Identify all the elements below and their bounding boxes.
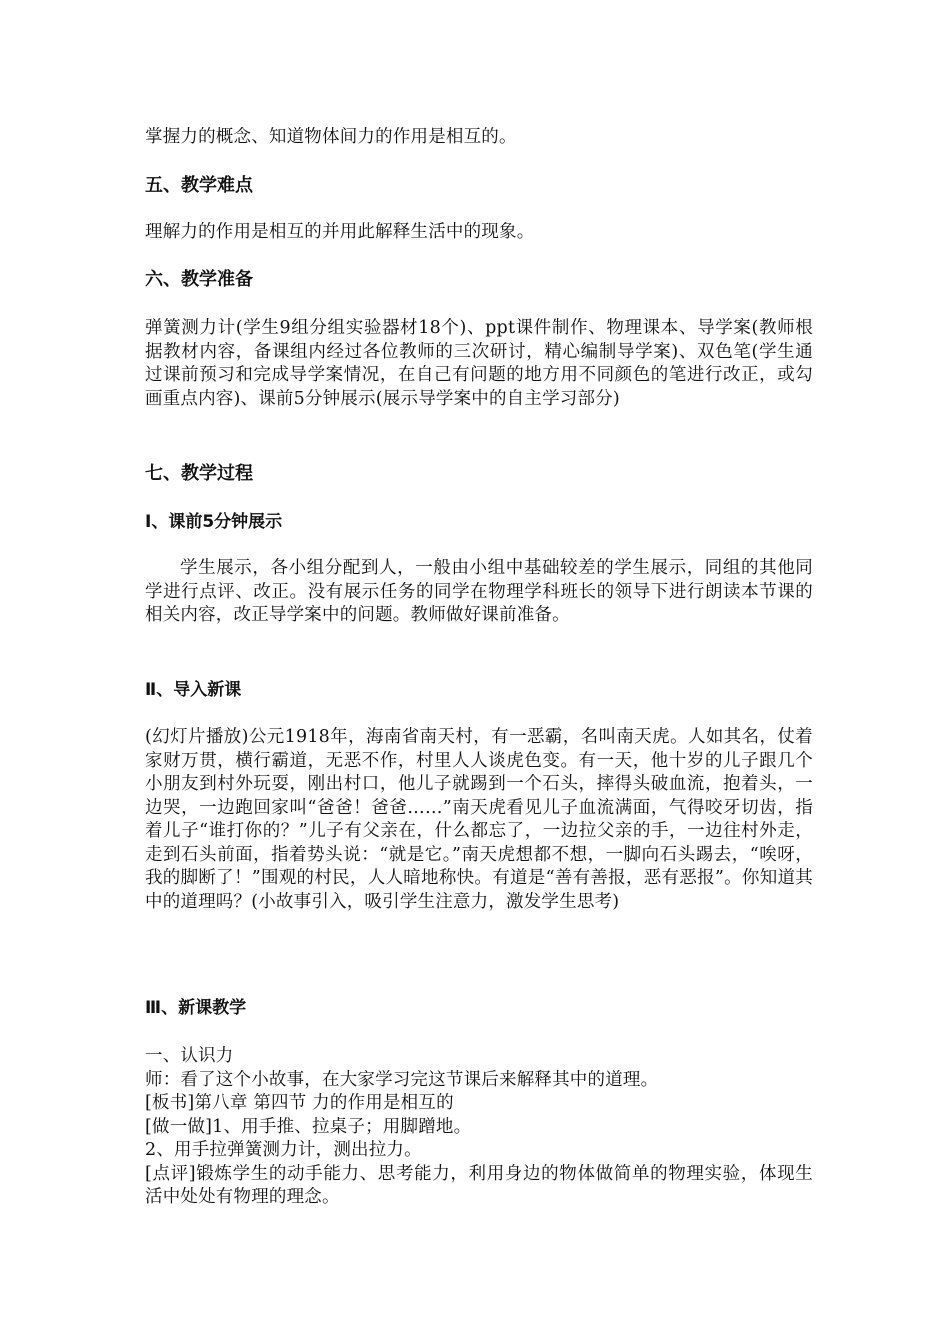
section-heading-preparation: 六、教学准备 — [145, 269, 253, 290]
preparation-text: 弹簧测力计(学生9组分组实验器材18个)、ppt课件制作、物理课本、导学案(教师根据教材内容，备课组内经过各位教师的三次研讨，精心编制导学案)、双色笔(学生通过课前预习和完成导学案情况，在自己有问题的地方用不同颜色的笔进行改正，或勾画重点内容)、课前5分钟展示(展示导学案中的自主学习部分) — [145, 318, 813, 409]
section-heading-difficulty: 五、教学难点 — [145, 175, 253, 196]
section-heading-process: 七、教学过程 — [145, 463, 253, 484]
lesson-line: 师：看了这个小故事，在大家学习完这节课后来解释其中的道理。 — [145, 1069, 659, 1090]
subsection-heading-presentation: Ⅰ、课前5分钟展示 — [145, 512, 283, 532]
difficulty-text: 理解力的作用是相互的并用此解释生活中的现象。 — [145, 222, 535, 242]
lesson-line: 2、用手拉弹簧测力计，测出拉力。 — [145, 1140, 422, 1160]
presentation-text: 学生展示，各小组分配到人，一般由小组中基础较差的学生展示，同组的其他同学进行点评、改正。没有展示任务的同学在物理学科班长的领导下进行朗读本节课的相关内容，改正导学案中的问题。教师做好课前准备。 — [145, 558, 813, 625]
new-lesson-body — [145, 1045, 813, 1210]
lesson-line: [点评]锻炼学生的动手能力、思考能力，利用身边的物体做简单的物理实验，体现生活中处处有物理的理念。 — [145, 1163, 813, 1207]
subsection-heading-new-lesson: Ⅲ、新课教学 — [145, 998, 247, 1018]
lesson-line: [做一做]1、用手推、拉桌子；用脚蹭地。 — [145, 1116, 472, 1137]
lesson-line: [板书]第八章 第四节 力的作用是相互的 — [145, 1093, 454, 1113]
focus-text: 掌握力的概念、知道物体间力的作用是相互的。 — [145, 127, 517, 147]
subsection-heading-intro: Ⅱ、导入新课 — [145, 680, 242, 700]
lesson-line: 一、认识力 — [145, 1046, 234, 1066]
intro-story-text: (幻灯片播放)公元1918年，海南省南天村，有一恶霸，名叫南天虎。人如其名，仗着家财万贯，横行霸道，无恶不作，村里人人谈虎色变。有一天，他十岁的儿子跟几个小朋友到村外玩耍，刚出村口，他儿子就踢到一个石头，摔得头破血流，抱着头，一边哭，一边跑回家叫“爸爸！爸爸……”南天虎看见儿子血流满面，气得咬牙切齿，指着儿子“谁打你的？”儿子有父亲在，什么都忘了，一边拉父亲的手，一边往村外走，走到石头前面，指着势头说：“就是它。”南天虎想都不想，一脚向石头踢去，“唉呀，我的脚断了！”围观的村民，人人暗地称快。有道是“善有善报，恶有恶报”。你知道其中的道理吗？(小故事引入，吸引学生注意力，激发学生思考) — [145, 727, 813, 912]
